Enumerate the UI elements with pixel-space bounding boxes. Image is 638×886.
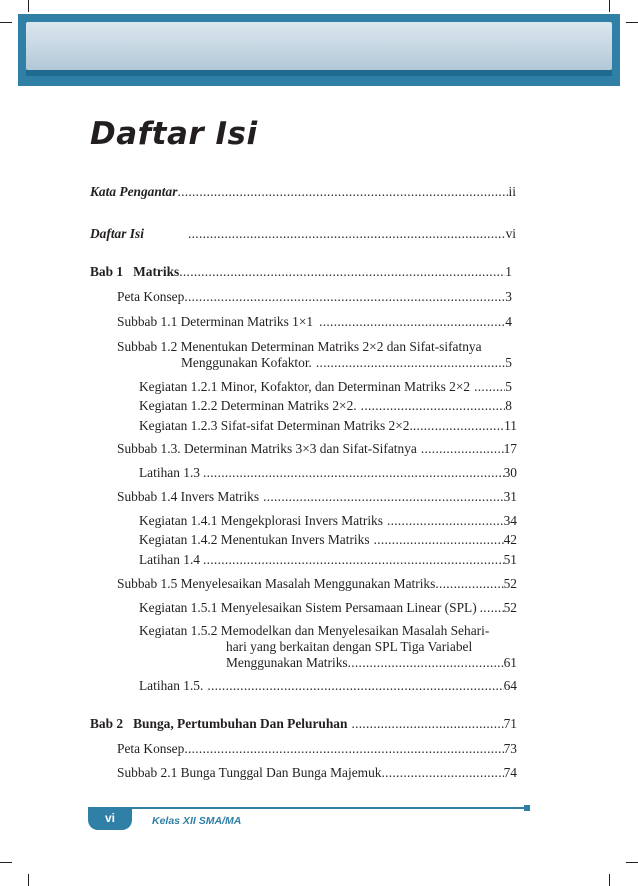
toc-entry-kegiatan-1-2-3[interactable] xyxy=(139,418,517,434)
dot-leader xyxy=(316,355,505,371)
toc-entry-kegiatan-1-5-2-line2[interactable]: hari yang berkaitan dengan SPL Tiga Variabel xyxy=(226,639,473,654)
dot-leader xyxy=(480,600,504,616)
toc-entry-latihan-1-3[interactable] xyxy=(139,465,517,481)
dot-leader xyxy=(413,418,504,434)
toc-page-number: 51 xyxy=(503,552,517,567)
dot-leader xyxy=(351,716,503,732)
toc-page-number: 74 xyxy=(503,765,517,780)
toc-page-number: 34 xyxy=(503,513,517,528)
toc-entry-subbab-1-2[interactable] xyxy=(181,355,512,371)
toc-entry-label: Peta Konsep xyxy=(117,289,185,304)
dot-leader xyxy=(421,441,504,457)
toc-page-number: ii xyxy=(508,184,516,199)
toc-page-number: 11 xyxy=(504,418,517,433)
toc-page-number: 5 xyxy=(505,355,512,370)
toc-entry-subbab-1-1[interactable] xyxy=(117,314,512,330)
toc-entry-label: Latihan 1.5. xyxy=(139,678,204,693)
toc-entry-subbab-1-4[interactable] xyxy=(117,489,517,505)
crop-mark xyxy=(626,22,638,23)
toc-entry-label: Latihan 1.4 xyxy=(139,552,200,567)
toc-page-number: 17 xyxy=(503,441,517,456)
toc-page-number: 3 xyxy=(505,289,512,304)
toc-page-number: 4 xyxy=(505,314,512,329)
page-title: Daftar Isi xyxy=(90,116,258,152)
toc-page-number: 52 xyxy=(503,600,517,615)
toc-entry-kegiatan-1-5-2[interactable] xyxy=(226,655,517,671)
footer-square xyxy=(524,805,530,811)
crop-mark xyxy=(0,862,12,863)
crop-mark xyxy=(0,22,12,23)
toc-entry-label: Kegiatan 1.2.1 Minor, Kofaktor, dan Determinan Matriks 2×2 xyxy=(139,379,471,394)
toc-entry-kegiatan-1-5-1[interactable] xyxy=(139,600,517,616)
chapter-number: Bab 2 xyxy=(90,716,124,731)
toc-entry-latihan-1-4[interactable] xyxy=(139,552,517,568)
footer-book-title: Kelas XII SMA/MA xyxy=(152,815,242,827)
toc-entry-kegiatan-1-2-1[interactable] xyxy=(139,379,512,395)
toc-page-number: 1 xyxy=(505,264,512,279)
toc-entry-label: Kegiatan 1.2.3 Sifat-sifat Determinan Matriks 2×2. xyxy=(139,418,413,433)
toc-entry-label: Peta Konsep xyxy=(117,741,185,756)
dot-leader xyxy=(207,678,503,694)
dot-leader xyxy=(374,532,504,548)
toc-entry-latihan-1-5[interactable] xyxy=(139,678,517,694)
dot-leader xyxy=(381,765,503,781)
toc-entry-label: Subbab 1.1 Determinan Matriks 1×1 xyxy=(117,314,314,329)
toc-chapter-1[interactable] xyxy=(90,264,512,280)
toc-entry-label: Kata Pengantar xyxy=(90,184,178,199)
dot-leader xyxy=(203,552,504,568)
dot-leader xyxy=(203,465,504,481)
crop-mark xyxy=(609,874,610,886)
dot-leader xyxy=(361,398,506,414)
dot-leader xyxy=(435,576,503,592)
dot-leader xyxy=(263,489,504,505)
toc-entry-label: Kegiatan 1.5.1 Menyelesaikan Sistem Persamaan Linear (SPL) xyxy=(139,600,477,615)
toc-page-number: 73 xyxy=(503,741,517,756)
header-band-inner xyxy=(26,22,612,70)
dot-leader xyxy=(387,513,504,529)
toc-page-number: 30 xyxy=(503,465,517,480)
toc-chapter-2[interactable] xyxy=(90,716,517,732)
dot-leader xyxy=(184,289,505,305)
toc-page-number: 5 xyxy=(505,379,512,394)
dot-leader xyxy=(179,264,505,280)
toc-page-number: 64 xyxy=(503,678,517,693)
chapter-title: Bunga, Pertumbuhan Dan Peluruhan xyxy=(133,716,348,731)
toc-entry-kata-pengantar[interactable] xyxy=(90,184,516,200)
toc-entry-subbab-2-1[interactable] xyxy=(117,765,517,781)
toc-entry-label: Kegiatan 1.4.2 Menentukan Invers Matriks xyxy=(139,532,370,547)
toc-entry-kegiatan-1-2-2[interactable] xyxy=(139,398,512,414)
toc-entry-label: Subbab 2.1 Bunga Tunggal Dan Bunga Majemuk xyxy=(117,765,382,780)
crop-mark xyxy=(626,862,638,863)
toc-page-number: 8 xyxy=(505,398,512,413)
toc-entry-kegiatan-1-4-2[interactable] xyxy=(139,532,517,548)
crop-mark xyxy=(28,874,29,886)
toc-entry-peta-konsep-1[interactable] xyxy=(117,289,512,305)
toc-entry-label: Subbab 1.4 Invers Matriks xyxy=(117,489,260,504)
toc-page-number: 61 xyxy=(503,655,517,670)
toc-page-number: 52 xyxy=(503,576,517,591)
chapter-title: Matriks xyxy=(133,264,180,279)
toc-entry-subbab-1-2-line1[interactable]: Subbab 1.2 Menentukan Determinan Matriks 2×2 dan Sifat-sifatnya xyxy=(117,339,482,354)
toc-entry-label: Kegiatan 1.4.1 Mengekplorasi Invers Matriks xyxy=(139,513,383,528)
toc-entry-kegiatan-1-5-2-line1[interactable]: Kegiatan 1.5.2 Memodelkan dan Menyelesaikan Masalah Sehari- xyxy=(139,623,490,638)
footer-rule xyxy=(88,807,524,809)
crop-mark xyxy=(28,0,29,12)
toc-page-number: 31 xyxy=(503,489,517,504)
toc-entry-peta-konsep-2[interactable] xyxy=(117,741,517,757)
footer-page-number: vi xyxy=(88,808,132,830)
toc-entry-label: Daftar Isi xyxy=(90,226,144,241)
dot-leader xyxy=(348,655,504,671)
toc-entry-daftar-isi[interactable] xyxy=(90,226,516,242)
toc-entry-subbab-1-5[interactable] xyxy=(117,576,517,592)
toc-entry-subbab-1-3[interactable] xyxy=(117,441,517,457)
dot-leader xyxy=(319,314,505,330)
dot-leader xyxy=(184,741,503,757)
toc-entry-label: Subbab 1.5 Menyelesaikan Masalah Menggunakan Matriks xyxy=(117,576,436,591)
toc-page-number: 71 xyxy=(503,716,517,731)
toc-page-number: vi xyxy=(505,226,516,241)
dot-leader xyxy=(177,184,508,200)
dot-leader xyxy=(188,226,506,242)
toc-entry-label: Subbab 1.3. Determinan Matriks 3×3 dan Sifat-Sifatnya xyxy=(117,441,417,456)
chapter-number: Bab 1 xyxy=(90,264,124,279)
toc-entry-label: Menggunakan Matriks xyxy=(226,655,348,670)
dot-leader xyxy=(474,379,505,395)
toc-entry-label: Kegiatan 1.2.2 Determinan Matriks 2×2. xyxy=(139,398,357,413)
toc-entry-kegiatan-1-4-1[interactable] xyxy=(139,513,517,529)
toc-entry-label: Latihan 1.3 xyxy=(139,465,200,480)
toc-page-number: 42 xyxy=(503,532,517,547)
toc-entry-label: Menggunakan Kofaktor. xyxy=(181,355,312,370)
header-band-shadow xyxy=(26,70,612,76)
crop-mark xyxy=(609,0,610,12)
